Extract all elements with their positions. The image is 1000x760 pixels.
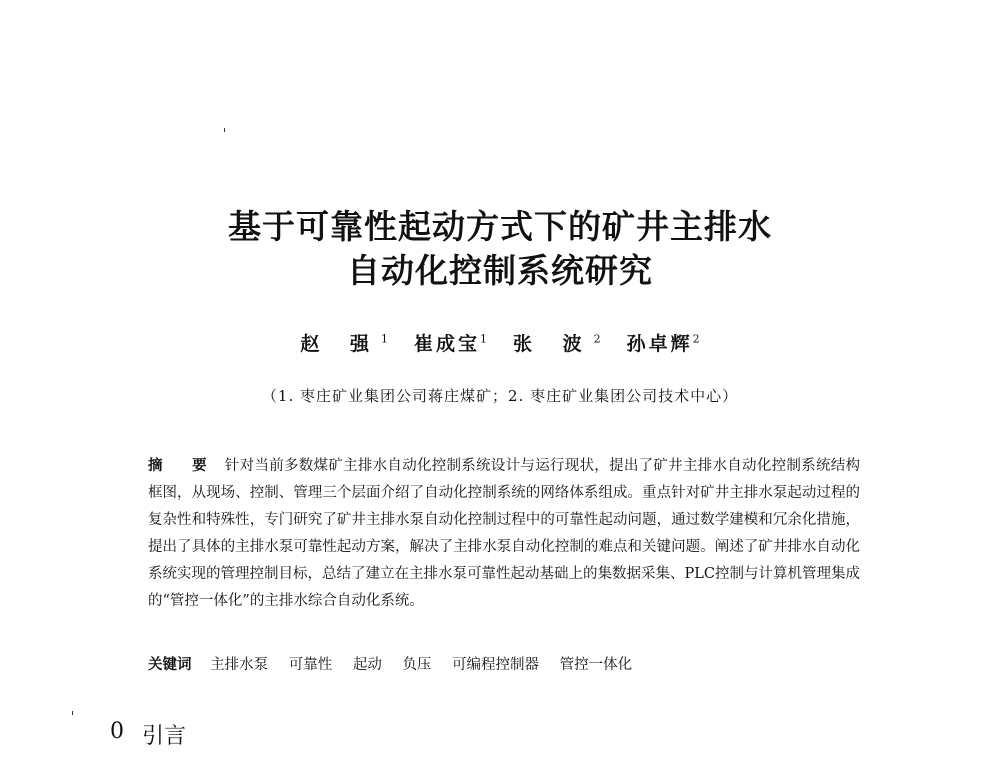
author [300,329,388,356]
keyword: 起动 [352,657,382,673]
section-number: 0 [110,719,124,744]
affiliation-mark: 1 [380,332,388,346]
paper-title-line-1: 基于可靠性起动方式下的矿井主排水 [228,207,772,246]
section-heading [110,719,186,750]
author [414,329,487,356]
keyword: 负压 [402,657,432,673]
author-name: 孙卓辉 [626,333,693,355]
keyword: 可靠性 [288,657,333,673]
paper-title-line-2: 自动化控制系统研究 [347,251,653,290]
keywords-label: 关键词 [148,657,192,673]
author-name: 崔成宝 [413,333,480,355]
affiliation-mark: 2 [593,332,601,346]
author [513,329,601,356]
affiliations: （1. 枣庄矿业集团公司蒋庄煤矿；2. 枣庄矿业集团公司技术中心） [261,387,739,405]
abstract-text: 针对当前多数煤矿主排水自动化控制系统设计与运行现状，提出了矿井主排水自动化控制系统结构框图，从现场、控制、管理三个层面介绍了自动化控制系统的网络体系组成。重点针对矿井主排水泵起动过程的复杂性和特殊性，专门研究了矿井主排水泵自动化控制过程中的可靠性起动问题，通过数学建模和冗余化措施，提出了具体的主排水泵可靠性起动方案，解决了主排水泵自动化控制的难点和关键问题。阐述了矿井排水自动化系统实现的管理控制目标，总结了建立在主排水泵可靠性起动基础上的集数据采集、PLC控制与计算机管理集成的“管控一体化”的主排水综合自动化系统。 [148,458,860,609]
author-list [0,329,1000,356]
author [627,329,700,356]
section-title: 引言 [142,724,187,749]
keywords [148,652,860,679]
author-name: 赵 强 [300,333,381,355]
affiliation-mark: 1 [480,332,487,346]
affiliation-mark: 2 [692,332,700,346]
abstract [148,453,860,615]
keyword: 主排水泵 [210,657,269,673]
scan-mark [224,128,225,132]
scan-mark [72,711,73,715]
keyword: 管控一体化 [559,657,633,673]
keyword: 可编程控制器 [452,657,540,673]
abstract-label: 摘 要 [148,458,219,474]
author-name: 张 波 [513,333,594,355]
